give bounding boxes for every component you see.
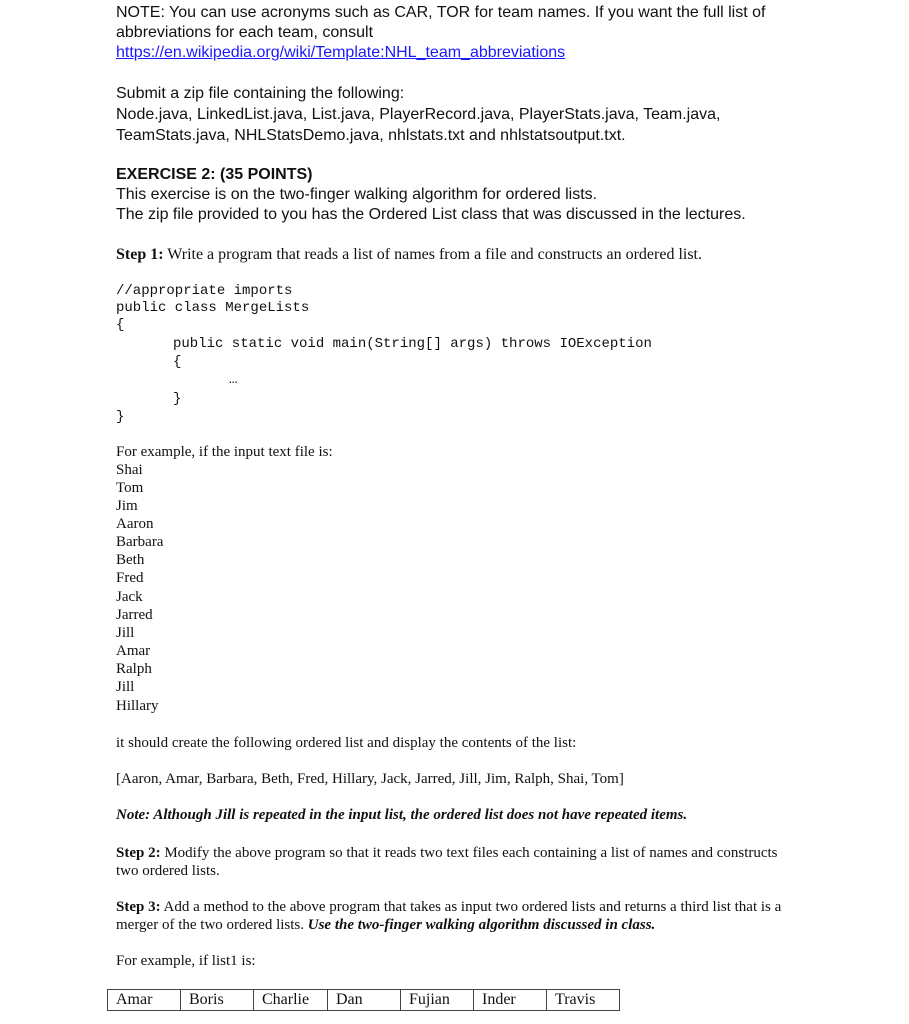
submit-line-2: Node.java, LinkedList.java, List.java, PlayerRecord.java, PlayerStats.java, Team.java, [116, 106, 721, 123]
table-cell: Charlie [254, 990, 328, 1011]
submit-line-3: TeamStats.java, NHLStatsDemo.java, nhlstats.txt and nhlstatsoutput.txt. [116, 127, 626, 144]
step2-text: Modify the above program so that it reads two text files each containing a list of names and constructs [160, 845, 778, 861]
table-cell: Amar [108, 990, 181, 1011]
step1-label: Step 1: [116, 246, 164, 263]
list1-table [107, 989, 620, 1011]
list-item: Aaron [116, 516, 154, 532]
list-item: Ralph [116, 661, 152, 677]
table-cell: Inder [474, 990, 547, 1011]
table-cell: Fujian [401, 990, 474, 1011]
list1-intro: For example, if list1 is: [116, 953, 256, 969]
list-item: Jack [116, 589, 143, 605]
result-list: [Aaron, Amar, Barbara, Beth, Fred, Hillary, Jack, Jarred, Jill, Jim, Ralph, Shai, Tom] [116, 771, 624, 787]
step3-text: Add a method to the above program that takes as input two ordered lists and returns a third list that is a [160, 899, 782, 915]
step3-label: Step 3: [116, 899, 161, 915]
example-intro: For example, if the input text file is: [116, 444, 333, 460]
list-item: Jarred [116, 607, 153, 623]
step3-text-2: merger of the two ordered lists. [116, 917, 308, 933]
exercise-line-1: This exercise is on the two-finger walking algorithm for ordered lists. [116, 186, 598, 203]
step2-label: Step 2: [116, 845, 161, 861]
step2-line-1 [116, 845, 778, 862]
code-line-3: { [116, 317, 125, 333]
repeat-note: Note: Although Jill is repeated in the input list, the ordered list does not have repeated items. [116, 807, 688, 823]
step1-text: Write a program that reads a list of names from a file and constructs an ordered list. [163, 246, 702, 263]
list-item: Hillary [116, 698, 159, 714]
nhl-abbreviations-link[interactable]: https://en.wikipedia.org/wiki/Template:NHL_team_abbreviations [116, 44, 566, 61]
list-item: Jim [116, 498, 138, 514]
code-line-1: //appropriate imports [116, 283, 293, 299]
result-intro: it should create the following ordered list and display the contents of the list: [116, 735, 577, 751]
list-item: Tom [116, 480, 144, 496]
code-line-7: } [173, 391, 182, 407]
list-item: Jill [116, 679, 135, 695]
step2-line-2: two ordered lists. [116, 863, 220, 879]
step3-line-2 [116, 917, 655, 934]
table-row [108, 990, 620, 1011]
code-line-2: public class MergeLists [116, 300, 310, 316]
note-line-2: abbreviations for each team, consult [116, 24, 374, 41]
step3-line-1 [116, 899, 781, 916]
note-link-line [116, 44, 565, 62]
note-line-1: NOTE: You can use acronyms such as CAR, TOR for team names. If you want the full list of [116, 4, 766, 21]
step3-emphasis: Use the two-finger walking algorithm discussed in class. [307, 917, 656, 933]
list-item: Jill [116, 625, 135, 641]
exercise-heading: EXERCISE 2: (35 POINTS) [116, 166, 313, 183]
code-line-5: { [173, 354, 182, 370]
table-cell: Dan [328, 990, 401, 1011]
list-item: Fred [116, 570, 144, 586]
table-cell: Travis [547, 990, 620, 1011]
exercise-line-2: The zip file provided to you has the Ordered List class that was discussed in the lectures. [116, 206, 746, 223]
code-line-4: public static void main(String[] args) throws IOException [173, 336, 652, 352]
submit-line-1: Submit a zip file containing the following: [116, 85, 405, 102]
step1-paragraph [116, 246, 702, 264]
list-item: Beth [116, 552, 145, 568]
table-cell: Boris [181, 990, 254, 1011]
list-item: Amar [116, 643, 151, 659]
list-item: Barbara [116, 534, 164, 550]
list-item: Shai [116, 462, 143, 478]
code-line-8: } [116, 409, 125, 425]
code-line-6: … [229, 372, 238, 388]
